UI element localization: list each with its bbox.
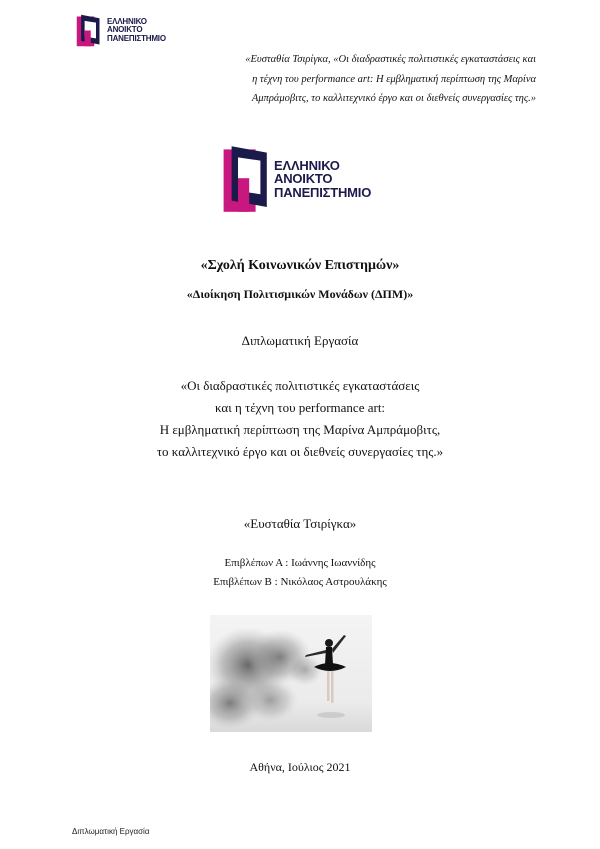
- thesis-type: Διπλωματική Εργασία: [241, 333, 359, 348]
- logo-text: ΕΛΛΗΝΙΚΟ ΑΝΟΙΚΤΟ ΠΑΝΕΠΙΣΤΗΜΙΟ: [107, 16, 166, 43]
- header-line: η τέχνη του performance art: Η εμβληματική περίπτωση της Μαρίνα: [252, 73, 536, 85]
- supervisor-a: Επιβλέπων Α : Ιωάννης Ιωαννίδης: [224, 557, 376, 569]
- cover-photo: [210, 615, 372, 732]
- header-line: «Ευσταθία Τσιρίγκα, «Οι διαδραστικές πολιτιστικές εγκαταστάσεις και: [245, 54, 536, 65]
- title-line: το καλλιτεχνικό έργο και οι διεθνείς συνεργασίες της.»: [156, 444, 444, 459]
- title-line: «Οι διαδραστικές πολιτιστικές εγκαταστάσεις: [180, 378, 420, 393]
- title-line: και η τέχνη του performance art:: [214, 400, 386, 415]
- thesis-title: [0, 375, 600, 463]
- page-footer: Διπλωματική Εργασία: [72, 827, 150, 836]
- header-line: Αμπράμοβιτς, το καλλιτεχνικό έργο και οι διεθνείς συνεργασίες της.»: [251, 93, 536, 104]
- department-name: «Διοίκηση Πολιτισμικών Μονάδων (ΔΠΜ)»: [186, 287, 414, 301]
- header-citation: [160, 50, 536, 109]
- university-logo-small: [74, 13, 166, 48]
- author-name: «Ευσταθία Τσιρίγκα»: [243, 516, 357, 531]
- university-logo-mark-icon: [222, 143, 270, 215]
- supervisor-b: Επιβλέπων Β : Νικόλαος Αστρουλάκης: [213, 576, 387, 588]
- supervisors: [0, 554, 600, 592]
- place-date: Αθήνα, Ιούλιος 2021: [249, 760, 351, 774]
- university-logo-large: [222, 143, 371, 215]
- title-line: Η εμβληματική περίπτωση της Μαρίνα Αμπράμοβιτς,: [159, 422, 441, 437]
- ballerina-smoke-photo-icon: [210, 615, 372, 732]
- logo-text: ΕΛΛΗΝΙΚΟ ΑΝΟΙΚΤΟ ΠΑΝΕΠΙΣΤΗΜΙΟ: [274, 157, 372, 200]
- school-name: «Σχολή Κοινωνικών Επιστημών»: [200, 258, 400, 273]
- university-logo-mark-icon: [74, 13, 104, 48]
